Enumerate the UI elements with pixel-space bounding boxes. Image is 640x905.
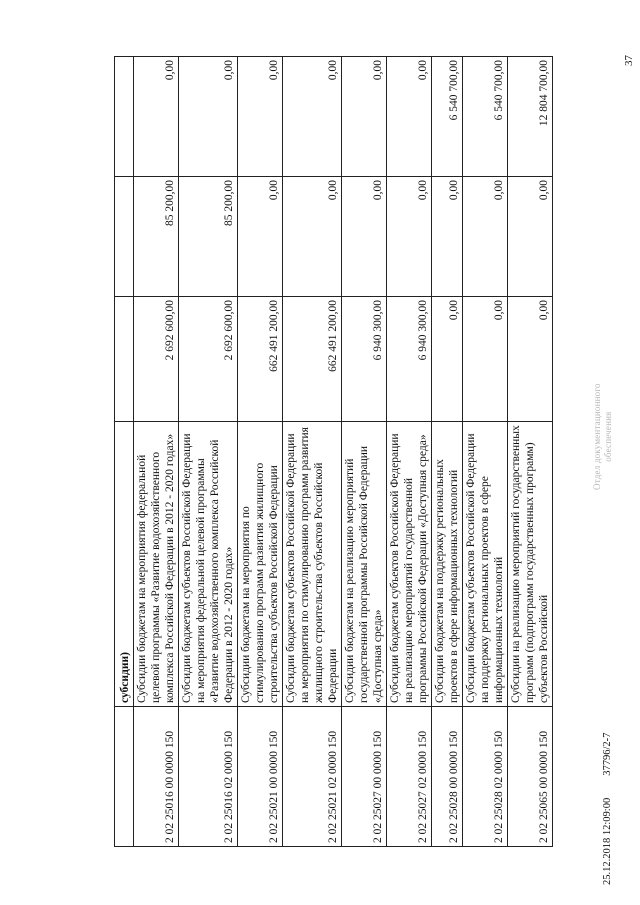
cell-year-1: 0,00: [508, 297, 553, 422]
table-row: [283, 57, 342, 847]
cell-year-2: 0,00: [463, 177, 508, 297]
cell-code: 2 02 25028 00 0000 150: [432, 707, 463, 847]
cell-year-2: [115, 177, 134, 297]
cell-name: Субсидии на реализацию мероприятий государственных программ (подпрограмм государственных программ) субъектов Российской: [508, 422, 553, 707]
cell-year-1: 2 692 600,00: [179, 297, 238, 422]
page-number: 37: [623, 55, 635, 66]
cell-year-2: 85 200,00: [134, 177, 179, 297]
cell-year-2: 0,00: [508, 177, 553, 297]
cell-year-3: [115, 57, 134, 177]
cell-code: 2 02 25021 00 0000 150: [238, 707, 283, 847]
cell-year-1: 662 491 200,00: [283, 297, 342, 422]
document-stamp: [592, 383, 614, 490]
cell-name: субсидии): [115, 422, 134, 707]
cell-year-2: 0,00: [432, 177, 463, 297]
cell-year-2: 0,00: [387, 177, 432, 297]
footer-timestamp: 25.12.2018 12:09:00: [602, 797, 613, 885]
cell-name: Субсидии бюджетам субъектов Российской Федерации на мероприятия федеральной целевой программы «Развитие водохозяйственного комплекса Российской Федерации в 2012 - 2020 годах»: [179, 422, 238, 707]
cell-year-3: 0,00: [238, 57, 283, 177]
footer: [602, 733, 613, 885]
table-row: [508, 57, 553, 847]
cell-name: Субсидии бюджетам субъектов Российской Федерации на реализацию мероприятий государственной программы Российской Федерации «Доступная среда»: [387, 422, 432, 707]
cell-code: 2 02 25021 02 0000 150: [283, 707, 342, 847]
cell-code: 2 02 25027 02 0000 150: [387, 707, 432, 847]
cell-year-3: 6 540 700,00: [432, 57, 463, 177]
table-row: [238, 57, 283, 847]
cell-year-1: 2 692 600,00: [134, 297, 179, 422]
cell-year-3: 0,00: [179, 57, 238, 177]
cell-year-3: 6 540 700,00: [463, 57, 508, 177]
table-row: [463, 57, 508, 847]
cell-year-3: 0,00: [283, 57, 342, 177]
cell-year-1: 6 940 300,00: [387, 297, 432, 422]
budget-table: [114, 56, 553, 847]
footer-doc-id: 37796/2-7: [602, 732, 613, 776]
table-row: [115, 57, 134, 847]
cell-year-1: 0,00: [463, 297, 508, 422]
cell-year-3: 0,00: [134, 57, 179, 177]
cell-name: Субсидии бюджетам на мероприятия федеральной целевой программы «Развитие водохозяйственного комплекса Российской Федерации в 2012 - 2020 годах»: [134, 422, 179, 707]
table-row: [387, 57, 432, 847]
cell-year-2: 0,00: [238, 177, 283, 297]
cell-year-3: 12 804 700,00: [508, 57, 553, 177]
cell-year-1: 6 940 300,00: [342, 297, 387, 422]
cell-year-3: 0,00: [387, 57, 432, 177]
cell-year-2: 0,00: [283, 177, 342, 297]
cell-code: 2 02 25016 00 0000 150: [134, 707, 179, 847]
cell-year-2: 85 200,00: [179, 177, 238, 297]
cell-name: Субсидии бюджетам субъектов Российской Федерации на мероприятия по стимулированию программ развития жилищного строительства субъектов Российской Федерации: [283, 422, 342, 707]
cell-code: 2 02 25027 00 0000 150: [342, 707, 387, 847]
table-row: [432, 57, 463, 847]
cell-year-2: 0,00: [342, 177, 387, 297]
rotated-table-wrapper: [114, 57, 553, 847]
cell-year-1: [115, 297, 134, 422]
cell-name: Субсидии бюджетам субъектов Российской Федерации на поддержку региональных проектов в сфере информационных технологий: [463, 422, 508, 707]
cell-year-1: 662 491 200,00: [238, 297, 283, 422]
stamp-line-2: обеспечения: [602, 411, 613, 462]
cell-code: 2 02 25028 02 0000 150: [463, 707, 508, 847]
table-row: [342, 57, 387, 847]
cell-code: [115, 707, 134, 847]
cell-name: Субсидии бюджетам на поддержку региональных проектов в сфере информационных технологий: [432, 422, 463, 707]
cell-code: 2 02 25065 00 0000 150: [508, 707, 553, 847]
cell-name: Субсидии бюджетам на реализацию мероприятий государственной программы Российской Федерации «Доступная среда»: [342, 422, 387, 707]
cell-name: Субсидии бюджетам на мероприятия по стимулированию программ развития жилищного строительства субъектов Российской Федерации: [238, 422, 283, 707]
cell-year-3: 0,00: [342, 57, 387, 177]
cell-year-1: 0,00: [432, 297, 463, 422]
cell-code: 2 02 25016 02 0000 150: [179, 707, 238, 847]
table-row: [179, 57, 238, 847]
stamp-line-1: Отдел документационного: [592, 383, 602, 490]
table-row: [134, 57, 179, 847]
